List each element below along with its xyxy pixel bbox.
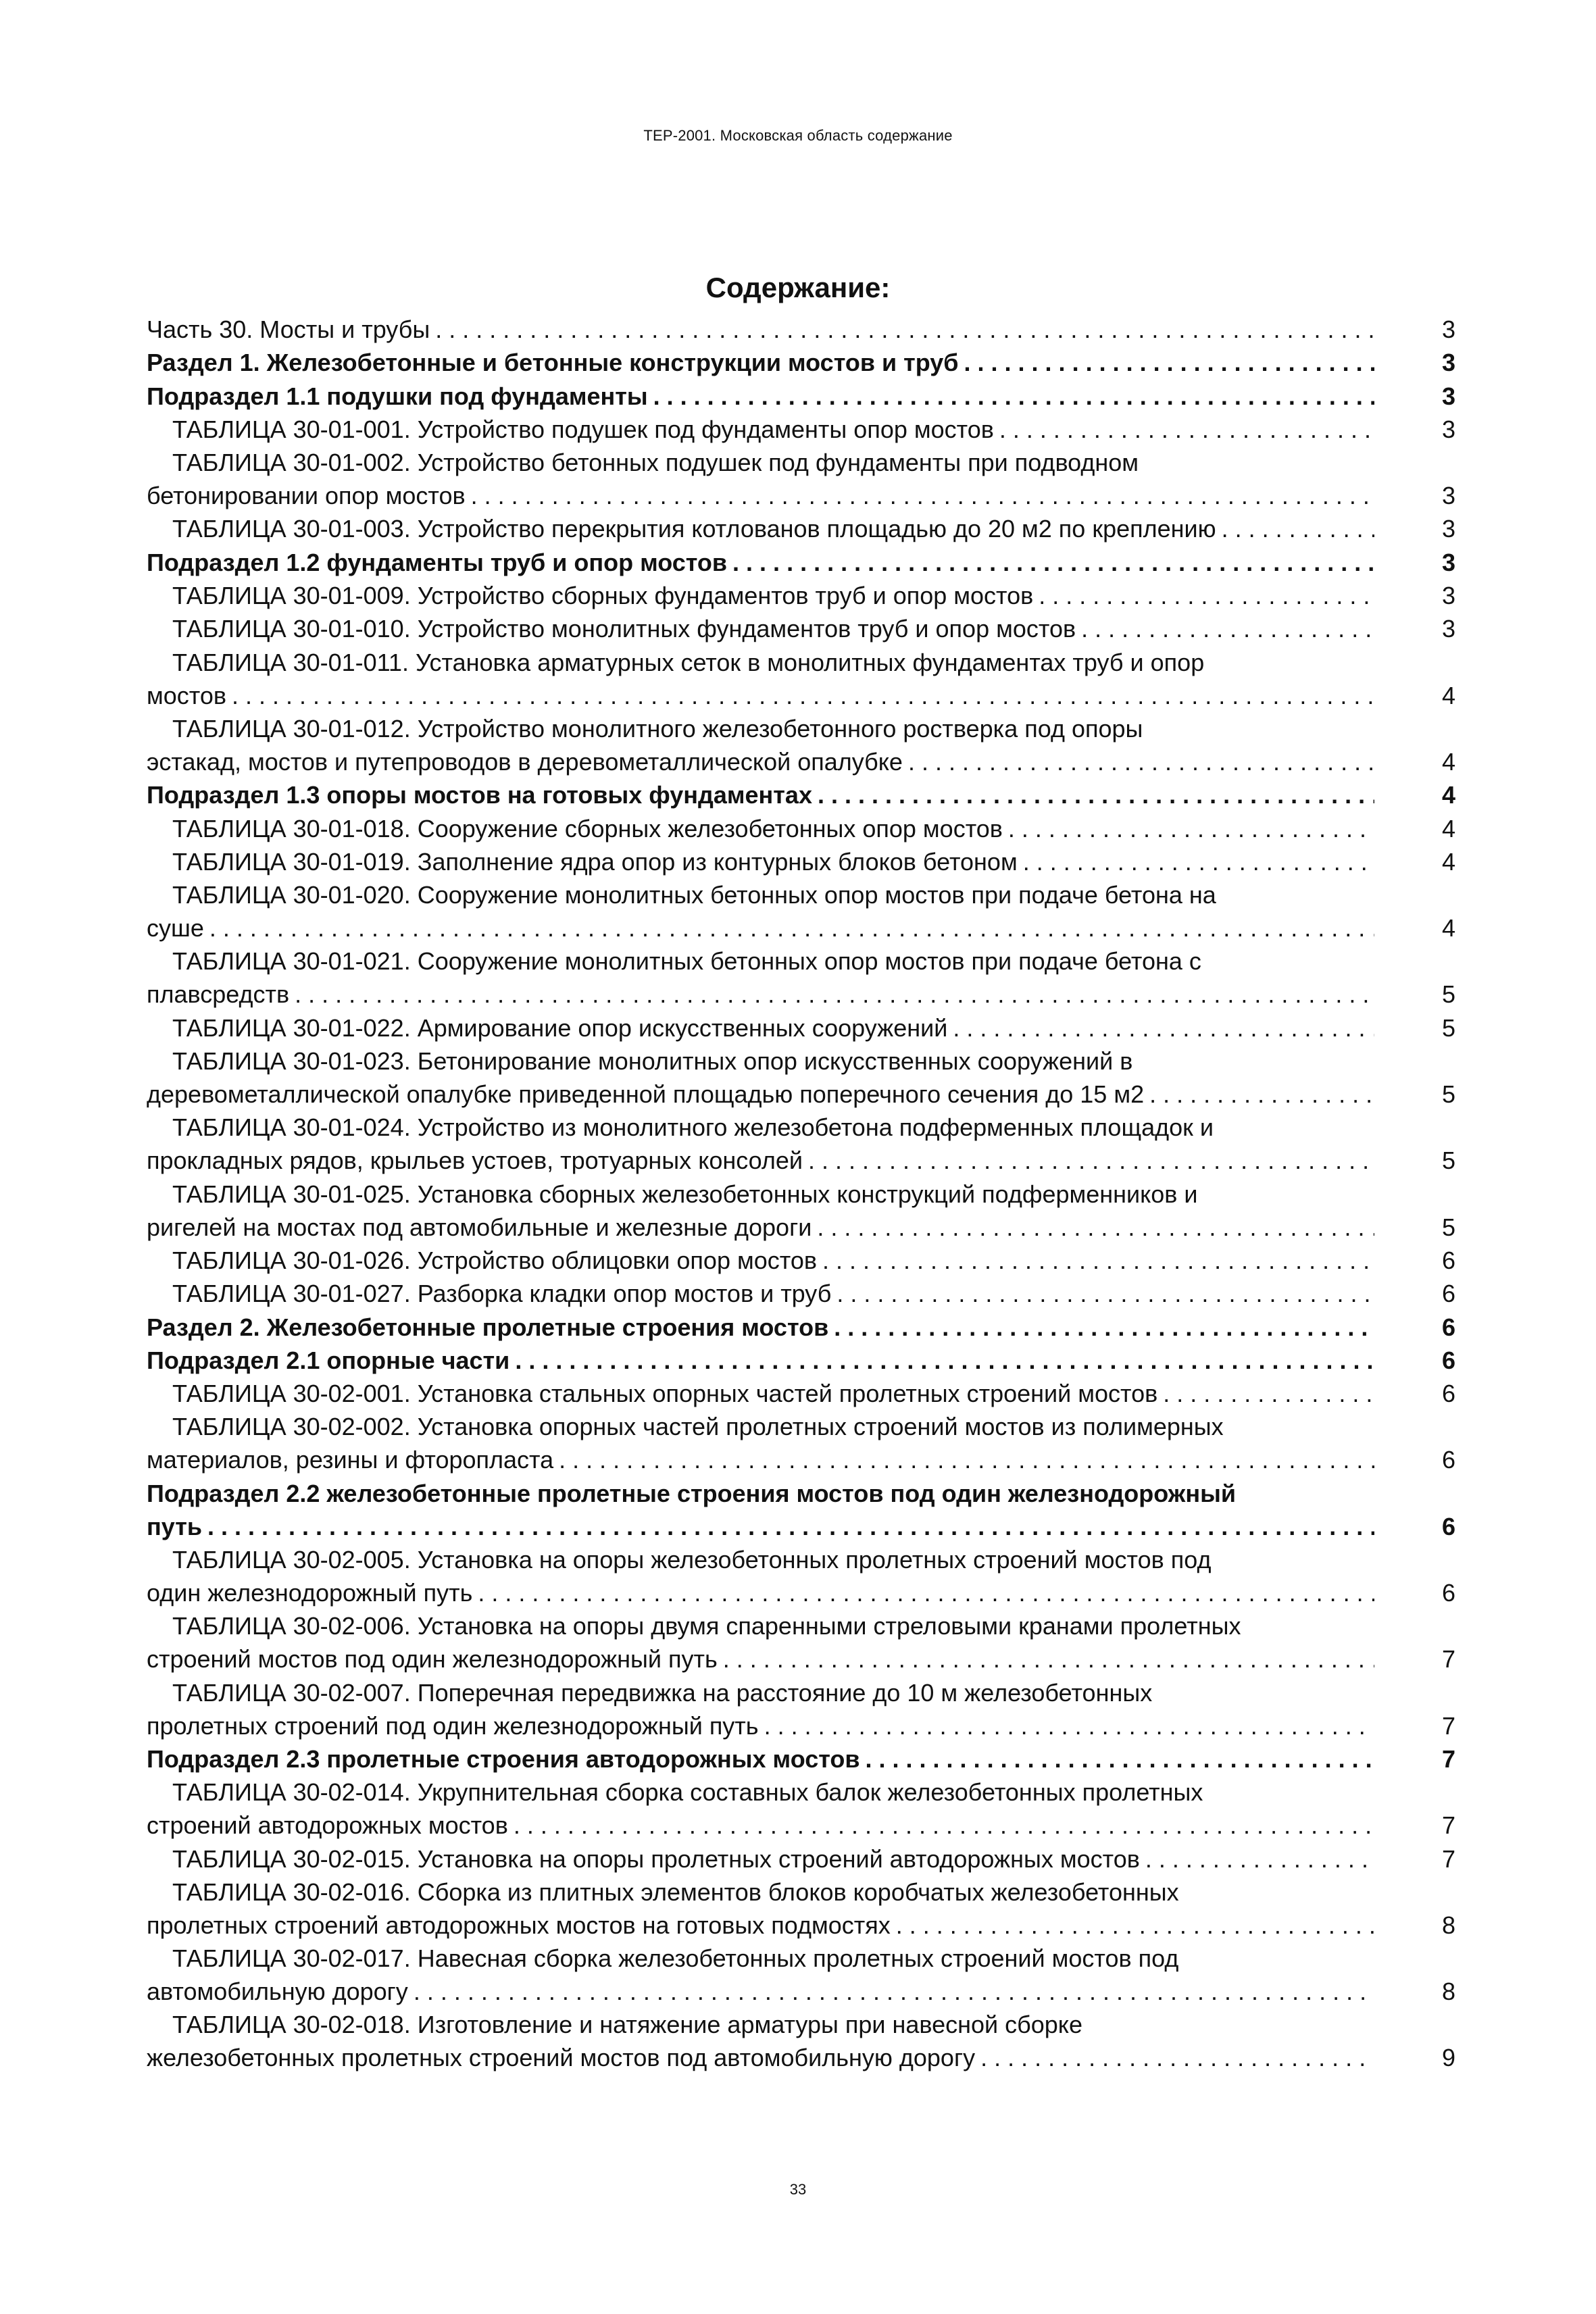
- toc-entry-leader-line: [147, 1211, 1374, 1244]
- toc-entry-page: 6: [1441, 1280, 1455, 1308]
- toc-entry-text: [147, 1676, 1374, 1742]
- dot-leader: [831, 1277, 1374, 1310]
- toc-entry-text: [147, 1311, 1374, 1344]
- toc-entry-title: Подраздел 1.2 фундаменты труб и опор мостов: [147, 548, 728, 576]
- toc-entry[interactable]: [147, 878, 1455, 945]
- dot-leader: [1157, 1377, 1374, 1410]
- toc-entry-title: строений мостов под один железнодорожный путь: [147, 1645, 718, 1674]
- toc-entry-leader-line: [147, 413, 1374, 446]
- toc-entry-title: Раздел 1. Железобетонные и бетонные конструкции мостов и труб: [147, 349, 959, 377]
- toc-entry-text: [147, 945, 1374, 1011]
- toc-entry-title: ТАБЛИЦА 30-02-001. Установка стальных опорных частей пролетных строений мостов: [172, 1380, 1158, 1408]
- toc-entry-title: ТАБЛИЦА 30-01-026. Устройство облицовки опор мостов: [172, 1246, 817, 1274]
- toc-entry-title: эстакад, мостов и путепроводов в деревометаллической опалубке: [147, 747, 903, 776]
- toc-entry-page: 6: [1441, 1313, 1455, 1341]
- toc-entry-page: 6: [1441, 1380, 1455, 1408]
- toc-entry-leader-line: [147, 745, 1374, 778]
- toc-entry-page: 6: [1441, 1246, 1455, 1274]
- toc-entry-leader-line: [147, 812, 1374, 845]
- dot-leader: [1216, 512, 1374, 545]
- toc-entry-title: ТАБЛИЦА 30-01-027. Разборка кладки опор мостов и труб: [172, 1280, 832, 1308]
- toc-entry-leader-line: [147, 1244, 1374, 1277]
- toc-entry-leader-line: [147, 479, 1374, 512]
- toc-entry-page: 8: [1441, 1911, 1455, 1939]
- toc-entry-leader-line: [147, 1277, 1374, 1310]
- toc-entry-page: 5: [1441, 1213, 1455, 1241]
- toc-entry-page: 4: [1441, 914, 1455, 942]
- toc-entry-line: ТАБЛИЦА 30-02-002. Установка опорных частей пролетных строений мостов из полимерных: [172, 1413, 1224, 1441]
- toc-entry[interactable]: [147, 1344, 1455, 1377]
- dot-leader: [812, 778, 1374, 811]
- toc-entry-title: ТАБЛИЦА 30-01-010. Устройство монолитных фундаментов труб и опор мостов: [172, 615, 1076, 643]
- toc-entry-page: 6: [1441, 1446, 1455, 1474]
- toc-entry-text: [147, 579, 1374, 612]
- running-header: ТЕР-2001. Московская область содержание: [643, 127, 953, 144]
- toc-entry[interactable]: [147, 945, 1455, 1011]
- toc-entry-title: суше: [147, 914, 204, 942]
- table-of-contents: [147, 313, 1455, 2075]
- toc-entry-leader-line: [147, 1975, 1374, 2008]
- dot-leader: [1003, 812, 1374, 845]
- toc-entry-page: 4: [1441, 747, 1455, 776]
- toc-entry-line: ТАБЛИЦА 30-02-017. Навесная сборка железобетонных пролетных строений мостов под: [172, 1944, 1179, 1973]
- toc-entry-title: железобетонных пролетных строений мостов под автомобильную дорогу: [147, 2044, 976, 2072]
- toc-entry[interactable]: [147, 313, 1455, 346]
- toc-entry-text: [147, 413, 1374, 446]
- dot-leader: [828, 1311, 1374, 1344]
- toc-entry-leader-line: [147, 313, 1374, 346]
- toc-entry[interactable]: [147, 1876, 1455, 1942]
- toc-entry-text: [147, 1776, 1374, 1842]
- toc-entry-leader-line: [147, 512, 1374, 545]
- toc-entry-title: ТАБЛИЦА 30-01-022. Армирование опор искусственных сооружений: [172, 1013, 948, 1042]
- toc-entry-leader-line: [147, 778, 1374, 811]
- toc-title: Содержание:: [705, 272, 891, 303]
- toc-entry-page: 7: [1441, 1744, 1455, 1773]
- toc-entry-leader-line: [147, 1809, 1374, 1842]
- toc-entry[interactable]: [147, 413, 1455, 446]
- toc-entry-line: ТАБЛИЦА 30-02-014. Укрупнительная сборка составных балок железобетонных пролетных: [172, 1778, 1203, 1807]
- toc-entry-leader-line: [147, 2041, 1374, 2074]
- toc-entry-text: [147, 1477, 1374, 1543]
- toc-entry-title: ТАБЛИЦА 30-01-001. Устройство подушек под фундаменты опор мостов: [172, 415, 994, 443]
- toc-entry-line: ТАБЛИЦА 30-01-023. Бетонирование монолитных опор искусственных сооружений в: [172, 1047, 1133, 1076]
- toc-entry[interactable]: [147, 1111, 1455, 1177]
- toc-entry-page: 3: [1441, 349, 1455, 377]
- toc-entry-text: [147, 1377, 1374, 1410]
- toc-entry-text: [147, 1344, 1374, 1377]
- toc-entry[interactable]: [147, 1377, 1455, 1410]
- dot-leader: [759, 1709, 1374, 1742]
- toc-entry-text: [147, 1876, 1374, 1942]
- dot-leader: [947, 1011, 1374, 1045]
- toc-entry-page: 3: [1441, 415, 1455, 443]
- toc-entry-page: 3: [1441, 316, 1455, 343]
- toc-entry-leader-line: [147, 1377, 1374, 1410]
- toc-entry-text: [147, 812, 1374, 845]
- toc-entry[interactable]: [147, 1244, 1455, 1277]
- toc-entry-leader-line: [147, 1642, 1374, 1676]
- toc-entry-page: 5: [1441, 1080, 1455, 1109]
- toc-entry-text: [147, 512, 1374, 545]
- toc-entry-text: [147, 612, 1374, 645]
- dot-leader: [1033, 579, 1374, 612]
- toc-entry[interactable]: [147, 1045, 1455, 1111]
- dot-leader: [226, 679, 1374, 712]
- toc-entry-page: 5: [1441, 1147, 1455, 1175]
- toc-entry-page: 5: [1441, 980, 1455, 1009]
- dot-leader: [1018, 845, 1374, 878]
- toc-entry-text: [147, 1244, 1374, 1277]
- toc-entry-page: 8: [1441, 1978, 1455, 2006]
- page-number: 33: [789, 2181, 807, 2198]
- toc-entry-text: [147, 845, 1374, 878]
- toc-entry-text: [147, 1543, 1374, 1609]
- toc-entry-page: 7: [1441, 1645, 1455, 1674]
- toc-entry-title: прокладных рядов, крыльев устоев, тротуарных консолей: [147, 1147, 803, 1175]
- toc-entry-page: 7: [1441, 1844, 1455, 1873]
- toc-entry-page: 4: [1441, 847, 1455, 876]
- toc-entry[interactable]: [147, 1842, 1455, 1876]
- toc-entry-line: ТАБЛИЦА 30-01-011. Установка арматурных сеток в монолитных фундаментах труб и опор: [172, 648, 1205, 676]
- toc-entry-line: ТАБЛИЦА 30-01-024. Устройство из монолитного железобетона подферменных площадок и: [172, 1113, 1214, 1142]
- toc-entry-title: пролетных строений автодорожных мостов на готовых подмостях: [147, 1911, 891, 1939]
- toc-entry-title: ТАБЛИЦА 30-02-015. Установка на опоры пролетных строений автодорожных мостов: [172, 1844, 1140, 1873]
- toc-entry-title: Раздел 2. Железобетонные пролетные строения мостов: [147, 1313, 829, 1341]
- toc-entry-title: ТАБЛИЦА 30-01-003. Устройство перекрытия котлованов площадью до 20 м2 по креплению: [172, 515, 1216, 543]
- dot-leader: [204, 911, 1374, 945]
- toc-entry-page: 3: [1441, 615, 1455, 643]
- toc-entry-leader-line: [147, 346, 1374, 379]
- dot-leader: [891, 1909, 1374, 1942]
- toc-entry[interactable]: [147, 1676, 1455, 1742]
- dot-leader: [553, 1443, 1374, 1476]
- toc-entry[interactable]: [147, 346, 1455, 379]
- toc-entry[interactable]: [147, 1942, 1455, 2008]
- toc-entry[interactable]: [147, 446, 1455, 512]
- toc-entry-line: ТАБЛИЦА 30-02-016. Сборка из плитных элементов блоков коробчатых железобетонных: [172, 1878, 1179, 1906]
- dot-leader: [1140, 1842, 1374, 1876]
- toc-entry-text: [147, 1045, 1374, 1111]
- toc-entry-text: [147, 1609, 1374, 1676]
- dot-leader: [508, 1809, 1374, 1842]
- toc-entry-text: [147, 1178, 1374, 1244]
- toc-entry-title: материалов, резины и фторопласта: [147, 1446, 554, 1474]
- toc-entry-leader-line: [147, 845, 1374, 878]
- toc-entry-title: ригелей на мостах под автомобильные и железные дороги: [147, 1213, 812, 1241]
- toc-entry[interactable]: [147, 712, 1455, 778]
- toc-entry-leader-line: [147, 1742, 1374, 1776]
- toc-entry-text: [147, 380, 1374, 413]
- toc-entry-line: ТАБЛИЦА 30-01-002. Устройство бетонных подушек под фундаменты при подводном: [172, 449, 1139, 477]
- dot-leader: [718, 1642, 1374, 1676]
- dot-leader: [289, 978, 1374, 1011]
- toc-entry-title: Подраздел 1.3 опоры мостов на готовых фундаментах: [147, 781, 812, 809]
- dot-leader: [648, 380, 1374, 413]
- toc-entry-page: 3: [1441, 382, 1455, 410]
- toc-entry-page: 4: [1441, 781, 1455, 809]
- toc-entry-title: Подраздел 2.3 пролетные строения автодорожных мостов: [147, 1744, 860, 1773]
- toc-entry[interactable]: [147, 1477, 1455, 1543]
- toc-entry[interactable]: [147, 2008, 1455, 2074]
- toc-entry-page: 5: [1441, 1013, 1455, 1042]
- toc-entry-text: [147, 546, 1374, 579]
- toc-entry-text: [147, 1742, 1374, 1776]
- toc-entry[interactable]: [147, 546, 1455, 579]
- toc-entry-leader-line: [147, 612, 1374, 645]
- dot-leader: [994, 413, 1374, 446]
- toc-entry-title: Подраздел 1.1 подушки под фундаменты: [147, 382, 648, 410]
- toc-entry-leader-line: [147, 1443, 1374, 1476]
- toc-entry-text: [147, 1942, 1374, 2008]
- toc-entry-text: [147, 778, 1374, 811]
- toc-entry-line: ТАБЛИЦА 30-01-021. Сооружение монолитных бетонных опор мостов при подаче бетона с: [172, 947, 1201, 976]
- toc-entry-text: [147, 2008, 1374, 2074]
- toc-entry-leader-line: [147, 1909, 1374, 1942]
- toc-entry-leader-line: [147, 978, 1374, 1011]
- dot-leader: [509, 1344, 1374, 1377]
- toc-entry-leader-line: [147, 579, 1374, 612]
- dot-leader: [817, 1244, 1374, 1277]
- toc-entry-leader-line: [147, 1842, 1374, 1876]
- dot-leader: [430, 313, 1374, 346]
- toc-entry[interactable]: [147, 845, 1455, 878]
- toc-entry[interactable]: [147, 1410, 1455, 1476]
- toc-entry-leader-line: [147, 1011, 1374, 1045]
- toc-entry[interactable]: [147, 1543, 1455, 1609]
- toc-entry[interactable]: [147, 1311, 1455, 1344]
- toc-entry-leader-line: [147, 911, 1374, 945]
- toc-entry-page: 9: [1441, 2044, 1455, 2072]
- toc-entry-text: [147, 1111, 1374, 1177]
- toc-entry[interactable]: [147, 1609, 1455, 1676]
- toc-entry[interactable]: [147, 1011, 1455, 1045]
- toc-entry-page: 7: [1441, 1811, 1455, 1840]
- dot-leader: [1076, 612, 1374, 645]
- toc-entry-text: [147, 313, 1374, 346]
- toc-entry-text: [147, 1410, 1374, 1476]
- toc-entry-text: [147, 346, 1374, 379]
- toc-entry-page: 3: [1441, 482, 1455, 510]
- toc-entry-title: Часть 30. Мосты и трубы: [147, 316, 430, 343]
- toc-entry-page: 6: [1441, 1579, 1455, 1607]
- toc-entry-line: ТАБЛИЦА 30-01-025. Установка сборных железобетонных конструкций подферменников и: [172, 1180, 1198, 1208]
- toc-entry-page: 4: [1441, 681, 1455, 709]
- toc-entry-title: бетонировании опор мостов: [147, 482, 466, 510]
- dot-leader: [975, 2041, 1374, 2074]
- toc-entry-title: ТАБЛИЦА 30-01-019. Заполнение ядра опор из контурных блоков бетоном: [172, 847, 1018, 876]
- toc-entry-line: ТАБЛИЦА 30-01-012. Устройство монолитного железобетонного ростверка под опоры: [172, 714, 1143, 743]
- toc-entry-text: [147, 1011, 1374, 1045]
- toc-entry-text: [147, 712, 1374, 778]
- toc-entry-leader-line: [147, 380, 1374, 413]
- toc-entry-leader-line: [147, 1078, 1374, 1111]
- toc-entry[interactable]: [147, 579, 1455, 612]
- toc-entry-leader-line: [147, 546, 1374, 579]
- toc-entry-text: [147, 646, 1374, 712]
- toc-entry[interactable]: [147, 1277, 1455, 1310]
- dot-leader: [803, 1144, 1374, 1177]
- toc-entry-text: [147, 1277, 1374, 1310]
- dot-leader: [202, 1510, 1374, 1543]
- toc-entry-leader-line: [147, 1344, 1374, 1377]
- toc-entry-leader-line: [147, 1576, 1374, 1609]
- toc-entry[interactable]: [147, 1776, 1455, 1842]
- toc-entry-title: автомобильную дорогу: [147, 1978, 408, 2006]
- toc-entry-text: [147, 446, 1374, 512]
- toc-entry[interactable]: [147, 380, 1455, 413]
- toc-entry-page: 6: [1441, 1346, 1455, 1374]
- dot-leader: [860, 1742, 1374, 1776]
- toc-entry-title: плавсредств: [147, 980, 290, 1009]
- toc-entry-line: ТАБЛИЦА 30-02-007. Поперечная передвижка на расстояние до 10 м железобетонных: [172, 1678, 1153, 1707]
- toc-entry-line: ТАБЛИЦА 30-02-018. Изготовление и натяжение арматуры при навесной сборке: [172, 2011, 1082, 2039]
- toc-entry[interactable]: [147, 512, 1455, 545]
- toc-entry-leader-line: [147, 1144, 1374, 1177]
- toc-entry-title: один железнодорожный путь: [147, 1579, 473, 1607]
- dot-leader: [959, 346, 1374, 379]
- dot-leader: [466, 479, 1374, 512]
- toc-entry-title: ТАБЛИЦА 30-01-009. Устройство сборных фундаментов труб и опор мостов: [172, 582, 1034, 610]
- dot-leader: [408, 1975, 1374, 2008]
- toc-entry-leader-line: [147, 1510, 1374, 1543]
- dot-leader: [812, 1211, 1374, 1244]
- toc-entry-leader-line: [147, 1311, 1374, 1344]
- dot-leader: [727, 546, 1374, 579]
- dot-leader: [1144, 1078, 1374, 1111]
- toc-entry-line: ТАБЛИЦА 30-02-005. Установка на опоры железобетонных пролетных строений мостов под: [172, 1546, 1212, 1574]
- toc-entry-title: ТАБЛИЦА 30-01-018. Сооружение сборных железобетонных опор мостов: [172, 814, 1003, 842]
- toc-entry-leader-line: [147, 1709, 1374, 1742]
- toc-entry-title: строений автодорожных мостов: [147, 1811, 508, 1840]
- toc-entry-line: ТАБЛИЦА 30-01-020. Сооружение монолитных бетонных опор мостов при подаче бетона на: [172, 881, 1216, 909]
- toc-entry-page: 3: [1441, 582, 1455, 610]
- toc-entry-title: Подраздел 2.1 опорные части: [147, 1346, 510, 1374]
- toc-entry[interactable]: [147, 646, 1455, 712]
- toc-entry[interactable]: [147, 1742, 1455, 1776]
- toc-entry-text: [147, 878, 1374, 945]
- toc-entry-line: ТАБЛИЦА 30-02-006. Установка на опоры двумя спаренными стреловыми кранами пролетных: [172, 1612, 1241, 1640]
- dot-leader: [472, 1576, 1374, 1609]
- toc-entry-title: путь: [147, 1512, 202, 1540]
- dot-leader: [903, 745, 1374, 778]
- toc-entry-page: 3: [1441, 548, 1455, 576]
- toc-entry-title: деревометаллической опалубке приведенной площадью поперечного сечения до 15 м2: [147, 1080, 1145, 1109]
- toc-entry-title: пролетных строений под один железнодорожный путь: [147, 1711, 759, 1740]
- toc-entry[interactable]: [147, 812, 1455, 845]
- toc-entry-text: [147, 1842, 1374, 1876]
- toc-entry-page: 3: [1441, 515, 1455, 543]
- toc-entry[interactable]: [147, 612, 1455, 645]
- toc-entry-page: 7: [1441, 1711, 1455, 1740]
- toc-entry-page: 4: [1441, 814, 1455, 842]
- toc-entry-title: мостов: [147, 681, 227, 709]
- toc-entry[interactable]: [147, 778, 1455, 811]
- toc-entry-leader-line: [147, 679, 1374, 712]
- toc-entry[interactable]: [147, 1178, 1455, 1244]
- toc-entry-line: Подраздел 2.2 железобетонные пролетные строения мостов под один железнодорожный: [147, 1479, 1236, 1507]
- toc-entry-page: 6: [1441, 1512, 1455, 1540]
